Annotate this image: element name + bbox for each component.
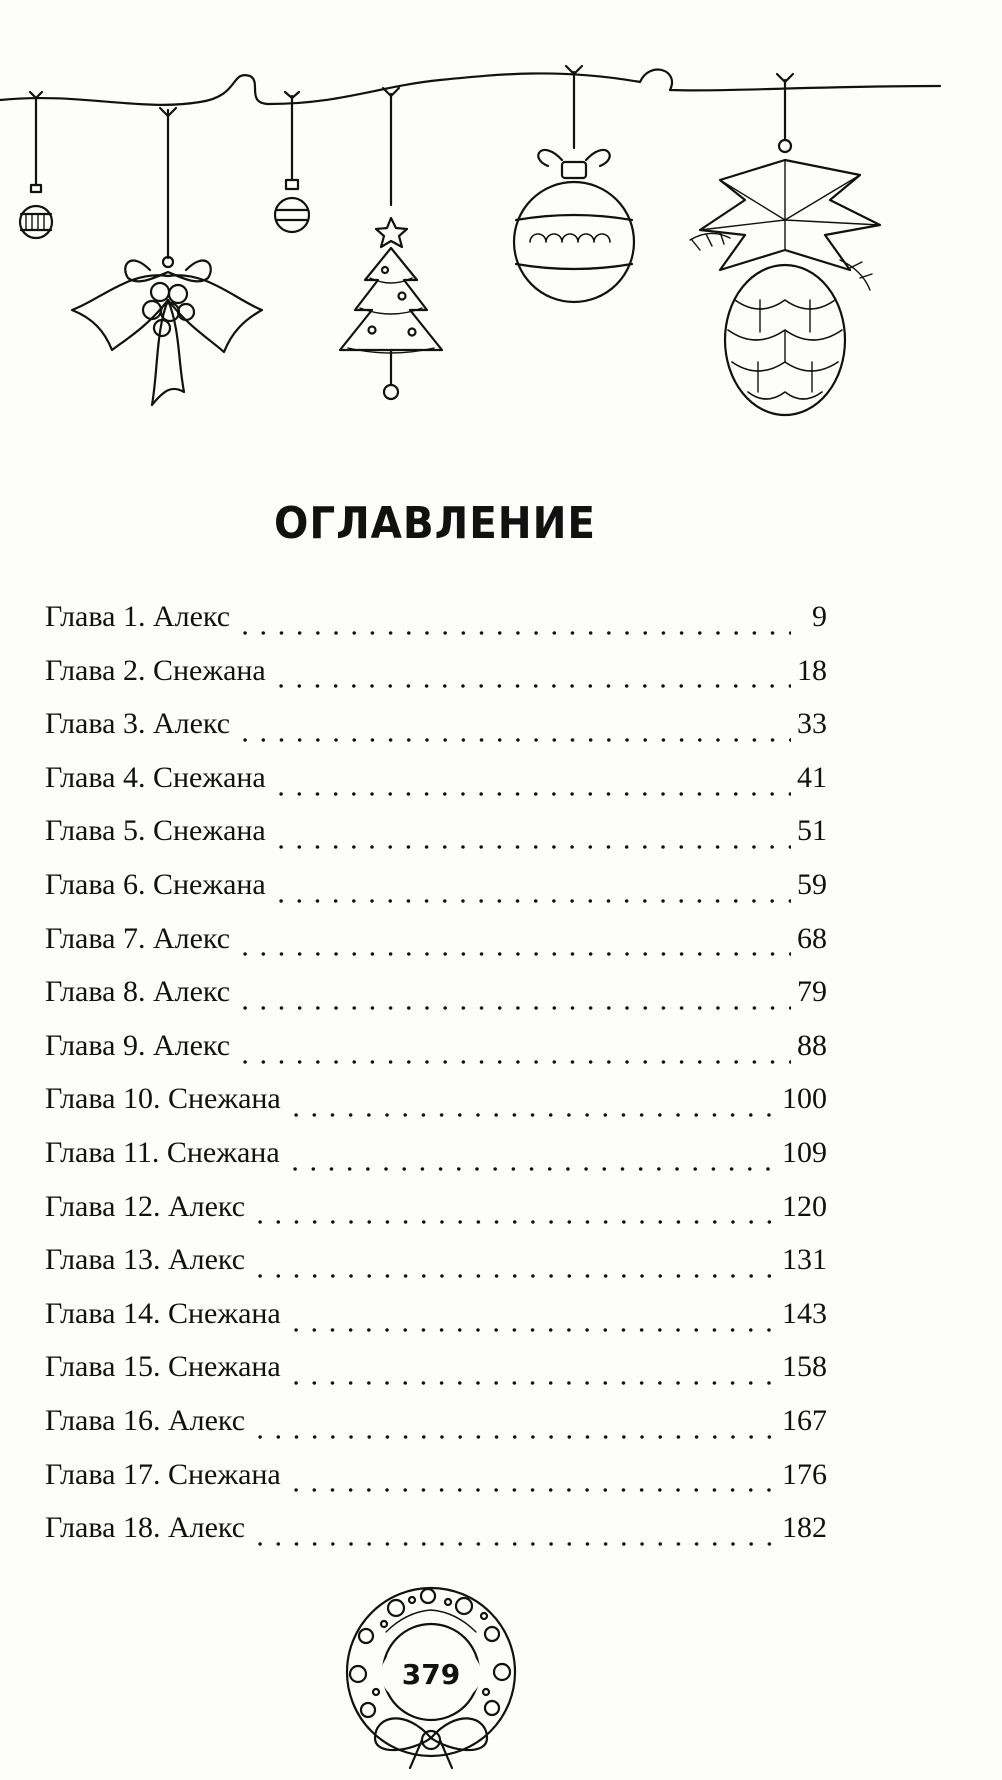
toc-entry-page: 33 <box>797 707 827 741</box>
toc-entry-title: Глава 6. Снежана <box>45 867 266 901</box>
toc-entry <box>45 814 827 868</box>
toc-entry-title: Глава 14. Снежана <box>45 1296 281 1330</box>
toc-entry <box>45 1404 827 1458</box>
toc-dot-leader <box>236 952 791 956</box>
ornament-ball-icon <box>275 92 309 232</box>
toc-dot-leader <box>287 1328 776 1332</box>
toc-entry-page: 109 <box>782 1135 827 1169</box>
holly-icon <box>72 108 262 405</box>
toc-entry-title: Глава 1. Алекс <box>45 600 231 633</box>
ornament-ball-icon <box>20 92 52 238</box>
toc-entry-page: 18 <box>797 653 827 687</box>
toc-entry-page: 9 <box>812 600 827 633</box>
toc-dot-leader <box>236 738 791 742</box>
toc-entry <box>45 1082 827 1136</box>
toc-entry <box>45 1350 827 1404</box>
toc-entry <box>45 1243 827 1297</box>
toc-entry-title: Глава 2. Снежана <box>45 653 266 687</box>
toc-dot-leader <box>251 1274 776 1278</box>
toc-entry-title: Глава 15. Снежана <box>45 1350 281 1384</box>
toc-dot-leader <box>251 1220 776 1224</box>
toc-entry <box>45 975 827 1029</box>
toc-dot-leader <box>236 631 791 635</box>
toc-dot-leader <box>286 1167 776 1171</box>
toc-entry-page: 182 <box>782 1511 827 1545</box>
toc-dot-leader <box>272 792 791 796</box>
table-of-contents <box>45 600 827 1565</box>
toc-entry <box>45 600 827 654</box>
toc-entry-title: Глава 16. Алекс <box>45 1403 246 1437</box>
toc-dot-leader <box>251 1542 776 1546</box>
toc-dot-leader <box>251 1435 776 1439</box>
toc-entry-title: Глава 8. Алекс <box>45 975 231 1009</box>
toc-entry-title: Глава 7. Алекс <box>45 921 231 955</box>
toc-entry-page: 88 <box>797 1028 827 1062</box>
toc-dot-leader <box>236 1006 791 1010</box>
toc-entry-title: Глава 10. Снежана <box>45 1082 281 1116</box>
toc-entry-page: 51 <box>797 814 827 848</box>
toc-entry-title: Глава 18. Алекс <box>45 1511 246 1545</box>
garland-string <box>0 70 940 105</box>
toc-dot-leader <box>272 899 791 903</box>
toc-entry <box>45 1297 827 1351</box>
toc-entry <box>45 1458 827 1512</box>
toc-entry-page: 143 <box>782 1296 827 1330</box>
toc-dot-leader <box>287 1113 776 1117</box>
toc-entry <box>45 922 827 976</box>
toc-entry-title: Глава 11. Снежана <box>45 1135 280 1169</box>
toc-entry <box>45 761 827 815</box>
toc-heading: ОГЛАВЛЕНИЕ <box>274 498 596 549</box>
toc-entry-page: 120 <box>782 1189 827 1223</box>
toc-entry-page: 176 <box>782 1457 827 1491</box>
toc-entry-page: 167 <box>782 1403 827 1437</box>
toc-entry-title: Глава 12. Алекс <box>45 1189 246 1223</box>
garland-illustration <box>0 0 1002 440</box>
toc-entry <box>45 868 827 922</box>
toc-entry-title: Глава 4. Снежана <box>45 760 266 794</box>
toc-entry <box>45 707 827 761</box>
toc-entry-page: 158 <box>782 1350 827 1384</box>
toc-entry <box>45 1029 827 1083</box>
pine-cone-icon <box>690 74 880 415</box>
toc-entry-title: Глава 9. Алекс <box>45 1028 231 1062</box>
toc-entry-title: Глава 17. Снежана <box>45 1457 281 1491</box>
page-number: 379 <box>381 1648 481 1700</box>
toc-dot-leader <box>272 845 791 849</box>
christmas-tree-icon <box>340 88 442 399</box>
toc-entry <box>45 654 827 708</box>
toc-dot-leader <box>236 1060 791 1064</box>
toc-dot-leader <box>272 684 791 688</box>
toc-dot-leader <box>287 1488 776 1492</box>
toc-entry-page: 68 <box>797 921 827 955</box>
toc-dot-leader <box>287 1381 776 1385</box>
toc-entry-page: 41 <box>797 760 827 794</box>
ornament-ball-icon <box>514 66 634 302</box>
toc-entry <box>45 1511 827 1565</box>
toc-entry-page: 100 <box>782 1082 827 1116</box>
toc-entry <box>45 1190 827 1244</box>
toc-entry-title: Глава 5. Снежана <box>45 814 266 848</box>
toc-entry-page: 131 <box>782 1243 827 1277</box>
toc-entry-page: 79 <box>797 975 827 1009</box>
toc-entry-page: 59 <box>797 867 827 901</box>
toc-entry <box>45 1136 827 1190</box>
toc-entry-title: Глава 3. Алекс <box>45 707 231 741</box>
toc-entry-title: Глава 13. Алекс <box>45 1243 246 1277</box>
